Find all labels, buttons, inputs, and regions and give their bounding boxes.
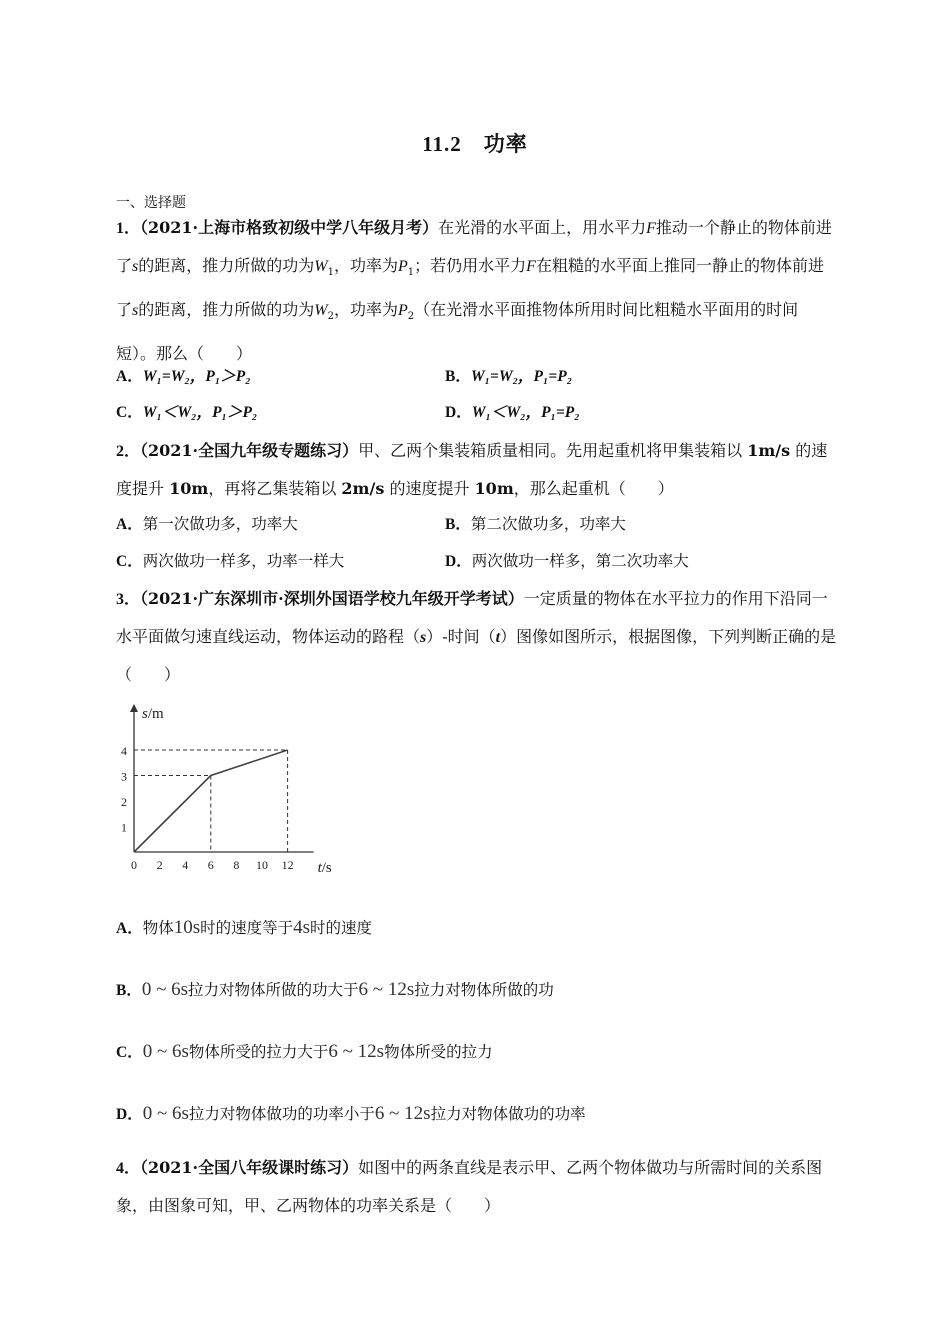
subscript: 2 [327, 311, 334, 323]
question-text: （在光滑水平面推物体所用时间比粗糙水平面用的时间短）。那么（ ） [116, 300, 799, 364]
x-tick-label: 4 [182, 858, 189, 872]
option-d[interactable] [445, 402, 580, 423]
option-key: C． [116, 404, 143, 421]
time-expression: 6 ~ 12s [358, 979, 415, 1000]
question-text: ，再将乙集装箱以 [208, 479, 337, 498]
force-symbol: F [526, 258, 536, 275]
question-text: 的距离，推力所做的功为 [138, 256, 315, 275]
option-text: 物体 [142, 919, 174, 937]
speed-value: 2m/s [341, 479, 385, 498]
option-key: C． [116, 1044, 143, 1061]
question-text: 在粗糙的水平面上推同一静止的物体前进了 [116, 256, 824, 320]
force-symbol: F [646, 220, 656, 237]
time-expression: 4s [293, 917, 311, 938]
option-c[interactable] [116, 551, 344, 572]
question-4 [116, 1149, 838, 1224]
y-axis-label: s/m [142, 706, 164, 722]
y-axis-arrow [130, 704, 138, 712]
option-key: A． [116, 368, 143, 385]
subscript: 1 [327, 267, 334, 279]
question-text: 一定质量的物体在水平拉力的作用下沿同一水平面做匀速直线运动，物体运动的路程（ [116, 589, 828, 646]
time-expression: 6 ~ 12s [374, 1103, 431, 1124]
option-d[interactable] [445, 551, 689, 572]
option-key: D． [116, 1106, 143, 1123]
distance-symbol: s [132, 258, 139, 275]
title-number: 11.2 [422, 132, 462, 156]
y-tick-label: 1 [121, 820, 127, 835]
question-text: ）图像如图所示，根据图像，下列判断正确的是（ ） [116, 627, 837, 684]
distance-value: 10m [169, 479, 209, 498]
question-text: 在光滑的水平面上，用水平力 [438, 218, 647, 237]
option-text: 两次做功一样多，功率一样大 [142, 552, 345, 570]
question-text: 的距离，推力所做的功为 [138, 300, 315, 320]
distance-symbol: s [420, 629, 427, 646]
option-text: 拉力对物体做功的功率 [430, 1105, 586, 1123]
question-3 [116, 580, 838, 693]
x-tick-label: 6 [207, 858, 214, 872]
question-number: 1． [116, 220, 141, 237]
question-text: 的速度提升 [389, 479, 470, 498]
question-text: 甲、乙两个集装箱质量相同。先用起重机将甲集装箱以 [358, 441, 743, 460]
time-expression: 0 ~ 6s [141, 979, 189, 1000]
option-key: B． [116, 982, 142, 999]
power-symbol: P [397, 258, 408, 275]
page-title [0, 128, 950, 158]
option-key: C． [116, 553, 143, 570]
question-source: （2021·上海市格致初级中学八年级月考） [140, 218, 439, 237]
series-line [134, 750, 288, 852]
option-b[interactable] [116, 980, 554, 1001]
x-tick-label: 2 [156, 858, 163, 872]
power-symbol: P [397, 302, 408, 320]
work-symbol: W [314, 258, 328, 275]
option-text: 第二次做功多，功率大 [470, 515, 626, 533]
y-tick-label: 4 [121, 744, 127, 758]
x-tick-label: 10 [256, 858, 268, 872]
option-text: 物体所受的拉力 [384, 1043, 493, 1061]
speed-value: 1m/s [747, 441, 791, 460]
question-source: （2021·广东深圳市·深圳外国语学校九年级开学考试） [140, 589, 524, 608]
option-c[interactable] [116, 402, 257, 423]
question-source: （2021·全国九年级专题练习） [140, 441, 359, 460]
option-text: 时的速度等于 [200, 919, 294, 937]
option-b[interactable] [445, 514, 626, 535]
question-text: ；若仍用水平力 [414, 256, 527, 275]
x-axis-label: t/s [317, 860, 332, 876]
question-text: ，功率为 [333, 300, 398, 320]
work-symbol: W [314, 302, 328, 320]
option-c[interactable] [116, 1042, 493, 1063]
question-text: ，那么起重机（ ） [513, 479, 674, 498]
option-a[interactable] [116, 366, 251, 387]
question-text: 推动一个静止的物体前进了 [116, 218, 832, 275]
option-text: 物体所受的拉力大于 [188, 1043, 329, 1061]
question-source: （2021·全国八年级课时练习） [140, 1158, 359, 1177]
option-key: D． [445, 553, 472, 570]
option-text: W₁＜W₂，P₁=P₂ [471, 404, 580, 421]
y-tick-label: 2 [121, 795, 127, 809]
time-expression: 6 ~ 12s [328, 1041, 385, 1062]
time-expression: 0 ~ 6s [142, 1041, 189, 1062]
option-key: A． [116, 920, 143, 937]
question-1 [116, 209, 838, 372]
option-text: W₁＜W₂，P₁＞P₂ [142, 404, 258, 421]
subscript: 1 [407, 267, 415, 279]
x-tick-label: 8 [233, 858, 240, 872]
distance-time-chart [112, 700, 352, 880]
x-tick-label: 0 [131, 858, 137, 872]
option-key: D． [445, 404, 472, 421]
option-key: B． [445, 516, 471, 533]
option-text: 拉力对物体所做的功 [414, 981, 554, 999]
option-key: B． [445, 368, 471, 385]
option-a[interactable] [116, 918, 372, 939]
time-expression: 10s [173, 917, 201, 938]
question-number: 4． [116, 1160, 141, 1177]
option-text: 两次做功一样多，第二次功率大 [471, 552, 689, 570]
question-text: ，功率为 [333, 256, 398, 275]
question-number: 2． [116, 443, 141, 460]
time-expression: 0 ~ 6s [142, 1103, 189, 1124]
subscript: 2 [407, 311, 415, 323]
question-2 [116, 432, 838, 507]
time-symbol: t [495, 629, 501, 646]
option-key: A． [116, 516, 143, 533]
option-a[interactable] [116, 514, 298, 535]
distance-symbol: s [132, 302, 139, 320]
option-text: 拉力对物体做功的功率小于 [188, 1105, 375, 1123]
option-b[interactable] [445, 366, 572, 387]
question-number: 3． [116, 591, 141, 608]
x-tick-label: 12 [281, 858, 294, 872]
option-text: W₁=W₂，P₁=P₂ [470, 368, 573, 385]
option-text: 拉力对物体所做的功大于 [188, 981, 359, 999]
question-text: 如图中的两条直线是表示甲、乙两个物体做功与所需时间的关系图象，由图象可知，甲、乙两物体的功率关系是（ ） [116, 1158, 823, 1215]
option-text: 第一次做功多，功率大 [142, 515, 298, 533]
y-tick-label: 3 [121, 769, 127, 784]
distance-value: 10m [474, 479, 514, 498]
option-text: 时的速度 [310, 919, 373, 937]
option-d[interactable] [116, 1104, 586, 1125]
title-text: 功率 [483, 131, 528, 156]
section-heading: 一、选择题 [116, 195, 186, 211]
question-text: 的速度提升 [116, 441, 828, 498]
question-text: ）-时间（ [426, 627, 496, 646]
option-text: W₁=W₂，P₁＞P₂ [142, 368, 251, 385]
